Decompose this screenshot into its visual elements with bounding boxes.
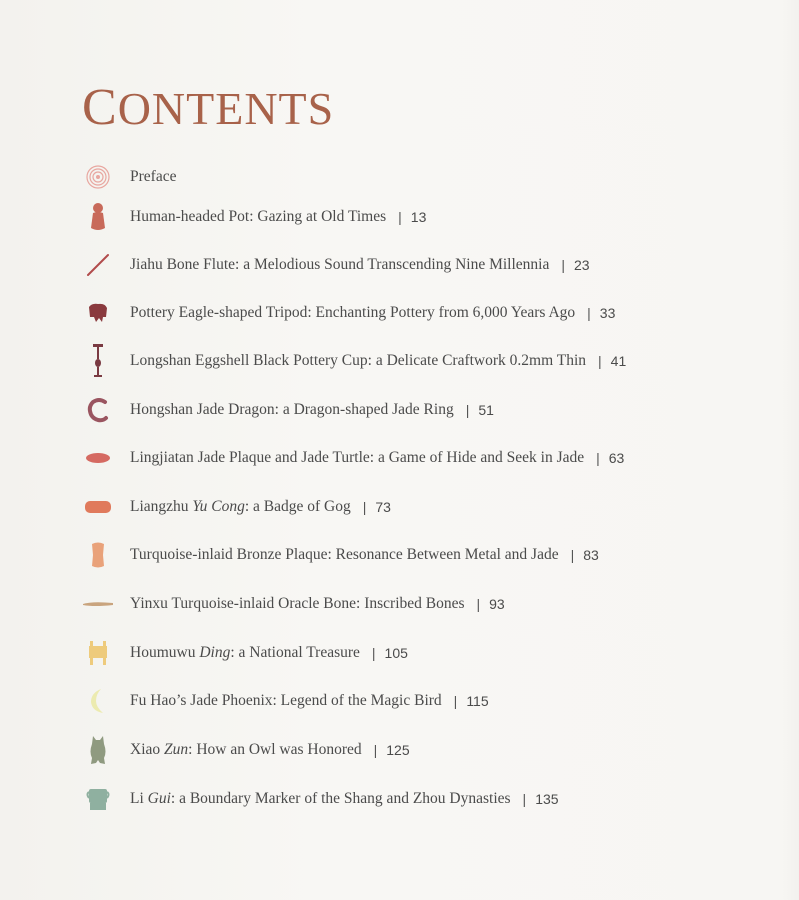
bronze-plaque-icon xyxy=(82,539,114,571)
toc-entry[interactable] xyxy=(82,200,762,234)
toc-entry-title: Pottery Eagle-shaped Tripod: Enchanting Pottery from 6,000 Years Ago xyxy=(130,304,576,321)
toc-entry[interactable] xyxy=(82,248,762,282)
separator: | xyxy=(453,693,458,709)
separator: | xyxy=(561,257,565,273)
toc-entry-title: Hongshan Jade Dragon: a Dragon-shaped Jade Ring xyxy=(130,401,454,418)
toc-entry[interactable] xyxy=(82,684,762,718)
separator: | xyxy=(598,353,602,369)
li-gui-icon xyxy=(82,783,114,815)
toc-entry[interactable] xyxy=(82,296,762,330)
separator: | xyxy=(587,305,591,321)
oracle-bone-icon xyxy=(82,588,114,620)
toc-page-number: 41 xyxy=(610,353,627,369)
toc-page-number: 125 xyxy=(386,742,410,758)
toc-entry[interactable] xyxy=(82,393,762,427)
title-initial: C xyxy=(82,79,118,136)
separator: | xyxy=(398,209,402,225)
eagle-tripod-icon xyxy=(82,297,114,329)
separator: | xyxy=(596,450,600,466)
toc-entry[interactable] xyxy=(82,344,762,378)
toc-entry-title: Human-headed Pot: Gazing at Old Times xyxy=(130,208,387,225)
page-edge-shadow xyxy=(781,0,799,900)
jade-dragon-icon xyxy=(82,394,114,426)
toc-entry[interactable] xyxy=(82,538,762,572)
toc-page-number: 115 xyxy=(466,693,489,709)
human-headed-pot-icon xyxy=(82,201,114,233)
toc-page-number: 33 xyxy=(599,305,616,321)
spiral-disc-icon xyxy=(82,161,114,193)
toc-entry-title: Jiahu Bone Flute: a Melodious Sound Transcending Nine Millennia xyxy=(130,256,550,273)
toc-entry-title: Li Gui: a Boundary Marker of the Shang and Zhou Dynasties xyxy=(130,790,511,807)
toc-page-number: 105 xyxy=(384,645,408,661)
toc-entry-title: Houmuwu Ding: a National Treasure xyxy=(130,644,360,661)
separator: | xyxy=(373,742,378,758)
separator: | xyxy=(522,791,527,807)
toc-entry[interactable] xyxy=(82,587,762,621)
title-rest: ONTENTS xyxy=(117,83,335,134)
toc-entry-preface[interactable] xyxy=(82,160,762,194)
toc-page-number: 93 xyxy=(489,596,505,612)
toc-entry[interactable] xyxy=(82,733,762,767)
toc-entry[interactable] xyxy=(82,490,762,524)
separator: | xyxy=(371,645,376,661)
toc-entry-title: Longshan Eggshell Black Pottery Cup: a Delicate Craftwork 0.2mm Thin xyxy=(130,352,587,369)
toc-entry-title: Fu Hao’s Jade Phoenix: Legend of the Magic Bird xyxy=(130,692,442,709)
toc-entry[interactable] xyxy=(82,782,762,816)
toc-entry[interactable] xyxy=(82,636,762,670)
separator: | xyxy=(362,499,367,515)
owl-zun-icon xyxy=(82,734,114,766)
toc-page-number: 63 xyxy=(608,450,625,466)
separator: | xyxy=(570,547,575,563)
ding-vessel-icon xyxy=(82,637,114,669)
separator: | xyxy=(465,402,470,418)
toc-entry-title: Lingjiatan Jade Plaque and Jade Turtle: a Game of Hide and Seek in Jade xyxy=(130,449,585,466)
toc-page-number: 13 xyxy=(410,209,427,225)
toc-entry-title: Preface xyxy=(130,168,177,185)
jade-phoenix-icon xyxy=(82,685,114,717)
toc-page-number: 23 xyxy=(573,257,590,273)
toc-page-number: 83 xyxy=(583,547,599,563)
toc-page-number: 135 xyxy=(535,791,559,807)
separator: | xyxy=(476,596,481,612)
eggshell-cup-icon xyxy=(82,345,114,377)
toc-entry-title: Yinxu Turquoise-inlaid Oracle Bone: Inscribed Bones xyxy=(130,595,465,612)
jade-plaque-icon xyxy=(82,442,114,474)
toc-entry-title: Xiao Zun: How an Owl was Honored xyxy=(130,741,362,758)
toc-entry-title: Liangzhu Yu Cong: a Badge of Gog xyxy=(130,498,351,515)
toc-page-number: 51 xyxy=(478,402,494,418)
bone-flute-icon xyxy=(82,249,114,281)
toc-entry-title: Turquoise-inlaid Bronze Plaque: Resonance Between Metal and Jade xyxy=(130,546,559,563)
toc-page-number: 73 xyxy=(375,499,391,515)
yu-cong-icon xyxy=(82,491,114,523)
toc-entry[interactable] xyxy=(82,441,762,475)
